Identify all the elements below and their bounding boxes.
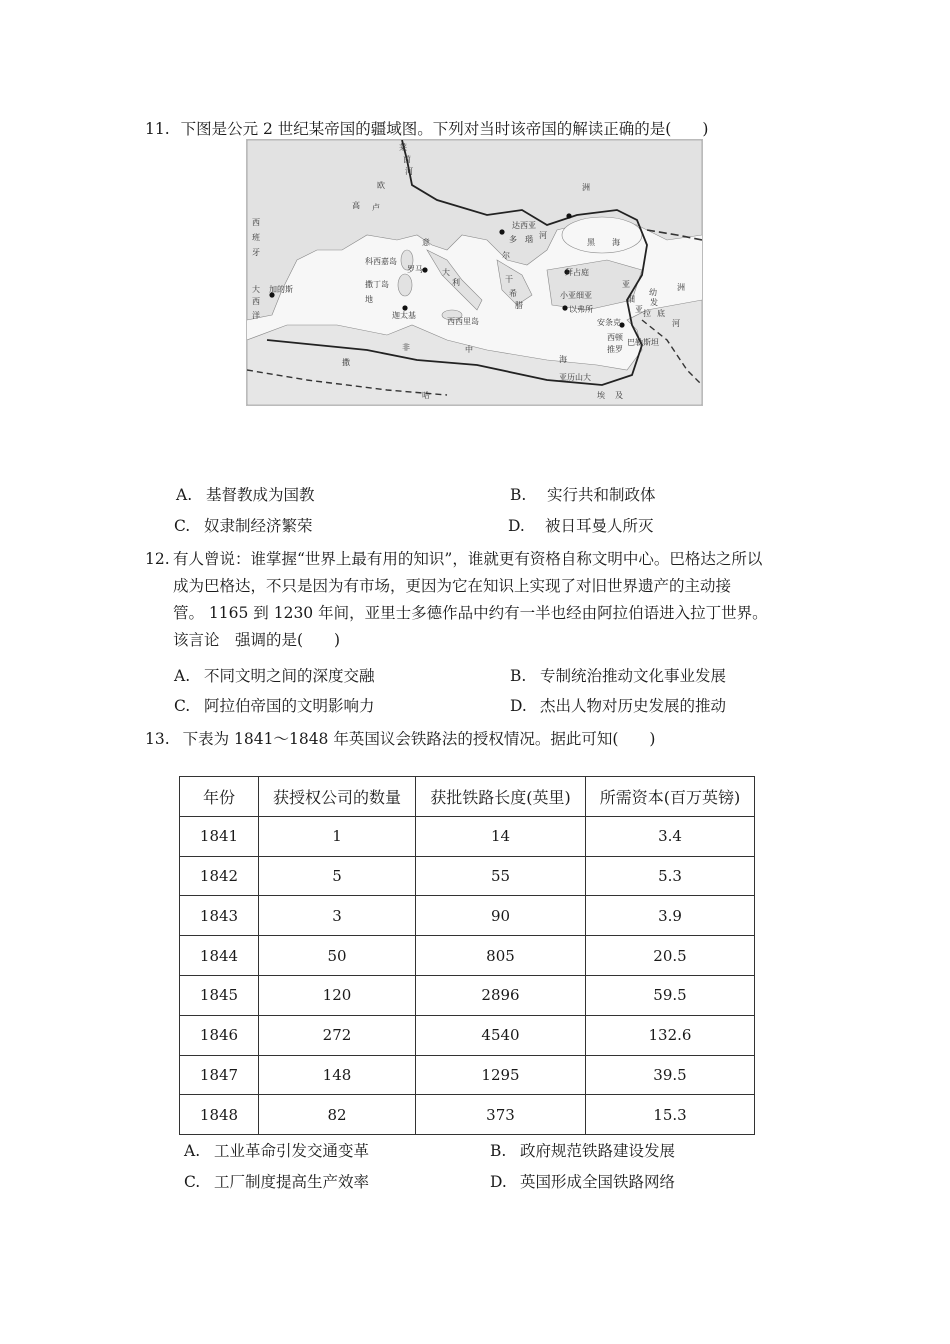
table-cell: 90 xyxy=(416,896,586,936)
table-cell: 1846 xyxy=(180,1015,259,1055)
question-text: 下图是公元 2 世纪某帝国的疆域图。下列对当时该帝国的解读正确的是( ) xyxy=(180,120,709,138)
table-cell: 39.5 xyxy=(586,1055,755,1095)
q12-option-b[interactable] xyxy=(510,665,726,687)
question-text: 下表为 1841～1848 年英国议会铁路法的授权情况。据此可知( ) xyxy=(182,730,656,748)
map-label: 地 xyxy=(365,295,373,304)
question-13-stem xyxy=(145,726,655,753)
map-label: 海 xyxy=(559,355,567,364)
table-cell: 82 xyxy=(259,1095,416,1135)
map-label: 罗马 xyxy=(407,265,423,274)
table-cell: 1295 xyxy=(416,1055,586,1095)
table-cell: 50 xyxy=(259,936,416,976)
map-label: 欧 xyxy=(377,181,385,190)
option-text: 被日耳曼人所灭 xyxy=(545,517,654,535)
question-number: 12. xyxy=(145,550,170,568)
table-row xyxy=(180,1055,755,1095)
table-cell: 1 xyxy=(259,816,416,856)
table-cell: 1843 xyxy=(180,896,259,936)
table-cell: 20.5 xyxy=(586,936,755,976)
q12-option-c[interactable] xyxy=(174,695,375,717)
map-label: 河 xyxy=(672,319,680,328)
map-label: 以弗所 xyxy=(569,305,593,314)
question-number: 13. xyxy=(145,730,170,748)
option-text: 英国形成全国铁路网络 xyxy=(520,1173,676,1191)
map-label: 亚 xyxy=(622,280,630,289)
map-label: 西 xyxy=(252,218,260,227)
map-label: 西顿 xyxy=(607,333,623,342)
option-letter: D. xyxy=(508,517,525,535)
option-letter: C. xyxy=(184,1173,201,1191)
map-label: 西 xyxy=(252,297,260,306)
map-label: 加的斯 xyxy=(269,285,293,294)
map-label: 大 xyxy=(442,268,450,277)
table-cell: 272 xyxy=(259,1015,416,1055)
map-label: 达西亚 xyxy=(512,221,536,230)
table-cell: 4540 xyxy=(416,1015,586,1055)
map-label: 利 xyxy=(452,278,460,287)
map-label: 洲 xyxy=(677,283,685,292)
table-cell: 59.5 xyxy=(586,975,755,1015)
map-label: 尔 xyxy=(502,251,510,260)
map-label: 巴勒斯坦 xyxy=(627,338,659,347)
table-header: 所需资本(百万英镑) xyxy=(586,777,755,817)
q13-option-d[interactable] xyxy=(490,1171,675,1193)
table-cell: 3.9 xyxy=(586,896,755,936)
option-text: 阿拉伯帝国的文明影响力 xyxy=(204,697,375,715)
map-label: 洲 xyxy=(582,183,590,192)
map-label: 及 xyxy=(615,391,623,400)
table-header-row xyxy=(180,777,755,817)
map-label: 拉 xyxy=(643,309,651,318)
table-cell: 1844 xyxy=(180,936,259,976)
table-cell: 5.3 xyxy=(586,856,755,896)
q13-option-c[interactable] xyxy=(184,1171,369,1193)
roman-empire-map xyxy=(246,139,703,406)
map-label: 腊 xyxy=(515,301,523,310)
map-label: 希 xyxy=(509,289,517,298)
map-label: 撒 xyxy=(342,358,350,367)
option-text: 政府规范铁路建设发展 xyxy=(520,1142,676,1160)
question-text-line: 管。 1165 到 1230 年间，亚里士多德作品中约有一半也经由阿拉伯语进入拉丁世界。 xyxy=(173,604,768,622)
map-label: 西西里岛 xyxy=(447,317,479,326)
map-label: 黑 xyxy=(587,238,595,247)
map-label: 非 xyxy=(402,343,410,352)
question-text-line: 成为巴格达，不只是因为有市场，更因为它在知识上实现了对旧世界遗产的主动接 xyxy=(173,577,732,595)
map-label: 洋 xyxy=(252,311,260,320)
table-row xyxy=(180,975,755,1015)
map-drawing xyxy=(247,140,702,405)
railway-act-table xyxy=(179,776,755,1135)
map-label: 拜占庭 xyxy=(565,268,589,277)
option-letter: C. xyxy=(174,697,191,715)
option-text: 工业革命引发交通变革 xyxy=(214,1142,370,1160)
table-cell: 373 xyxy=(416,1095,586,1135)
question-number: 11. xyxy=(145,120,170,138)
map-label: 幼 xyxy=(649,288,657,297)
q13-option-b[interactable] xyxy=(490,1140,675,1162)
option-letter: D. xyxy=(510,697,527,715)
table-cell: 5 xyxy=(259,856,416,896)
q11-option-c[interactable] xyxy=(174,515,313,537)
map-label: 哈 xyxy=(422,391,430,400)
option-letter: B. xyxy=(510,486,527,504)
table-row xyxy=(180,856,755,896)
map-label: 莱 xyxy=(399,143,407,152)
q12-option-d[interactable] xyxy=(510,695,726,717)
table-cell: 148 xyxy=(259,1055,416,1095)
map-label: 安条克 xyxy=(597,318,621,327)
map-label: 撒丁岛 xyxy=(365,280,389,289)
map-label: 意 xyxy=(422,238,430,247)
table-cell: 1845 xyxy=(180,975,259,1015)
table-cell: 120 xyxy=(259,975,416,1015)
table-row xyxy=(180,896,755,936)
map-label: 中 xyxy=(465,345,473,354)
map-label: 大 xyxy=(252,285,260,294)
q11-option-a[interactable] xyxy=(176,484,315,506)
question-12-stem xyxy=(145,546,825,654)
q12-option-a[interactable] xyxy=(174,665,375,687)
map-label: 底 xyxy=(657,309,665,318)
table-header: 获批铁路长度(英里) xyxy=(416,777,586,817)
map-label: 茵 xyxy=(403,155,411,164)
map-label: 科西嘉岛 xyxy=(365,257,397,266)
map-label: 班 xyxy=(252,233,260,242)
option-letter: B. xyxy=(490,1142,507,1160)
map-label: 小亚细亚 xyxy=(560,291,592,300)
option-text: 杰出人物对历史发展的推动 xyxy=(540,697,727,715)
map-label: 亚 xyxy=(635,305,643,314)
option-letter: A. xyxy=(176,486,193,504)
table-cell: 1842 xyxy=(180,856,259,896)
question-text-line: 该言论 强调的是( ) xyxy=(173,631,341,649)
table-row xyxy=(180,936,755,976)
q11-option-b[interactable] xyxy=(510,484,656,506)
map-label: 迦太基 xyxy=(392,311,416,320)
table-header: 获授权公司的数量 xyxy=(259,777,416,817)
option-text: 基督教成为国教 xyxy=(206,486,315,504)
table-row xyxy=(180,816,755,856)
option-letter: D. xyxy=(490,1173,507,1191)
q11-option-d[interactable] xyxy=(508,515,654,537)
map-label: 推罗 xyxy=(607,345,623,354)
map-label: 河 xyxy=(539,231,547,240)
map-label: 高 xyxy=(352,201,360,210)
table-cell: 1848 xyxy=(180,1095,259,1135)
option-text: 工厂制度提高生产效率 xyxy=(214,1173,370,1191)
option-letter: C. xyxy=(174,517,191,535)
table-cell: 132.6 xyxy=(586,1015,755,1055)
option-text: 奴隶制经济繁荣 xyxy=(204,517,313,535)
map-label: 牙 xyxy=(252,248,260,257)
map-label: 发 xyxy=(650,298,658,307)
option-text: 实行共和制政体 xyxy=(547,486,656,504)
map-label: 埃 xyxy=(597,391,605,400)
option-letter: A. xyxy=(184,1142,201,1160)
table-cell: 2896 xyxy=(416,975,586,1015)
table-row xyxy=(180,1015,755,1055)
table-cell: 55 xyxy=(416,856,586,896)
option-text: 不同文明之间的深度交融 xyxy=(204,667,375,685)
map-label: 多 xyxy=(509,235,517,244)
map-label: 海 xyxy=(612,238,620,247)
table-header: 年份 xyxy=(180,777,259,817)
q13-option-a[interactable] xyxy=(184,1140,369,1162)
option-text: 专制统治推动文化事业发展 xyxy=(540,667,727,685)
option-letter: B. xyxy=(510,667,527,685)
table-cell: 1841 xyxy=(180,816,259,856)
map-label: 瑙 xyxy=(525,235,533,244)
table-cell: 15.3 xyxy=(586,1095,755,1135)
table-cell: 3 xyxy=(259,896,416,936)
map-label: 卢 xyxy=(372,203,380,212)
map-label: 河 xyxy=(405,167,413,176)
table-cell: 1847 xyxy=(180,1055,259,1095)
table-row xyxy=(180,1095,755,1135)
map-label: 细 xyxy=(627,295,635,304)
table-cell: 805 xyxy=(416,936,586,976)
option-letter: A. xyxy=(174,667,191,685)
map-label: 干 xyxy=(505,275,513,284)
table-cell: 3.4 xyxy=(586,816,755,856)
question-text-line: 有人曾说：谁掌握“世界上最有用的知识”，谁就更有资格自称文明中心。巴格达之所以 xyxy=(173,550,763,568)
table-cell: 14 xyxy=(416,816,586,856)
map-label: 亚历山大 xyxy=(559,373,591,382)
